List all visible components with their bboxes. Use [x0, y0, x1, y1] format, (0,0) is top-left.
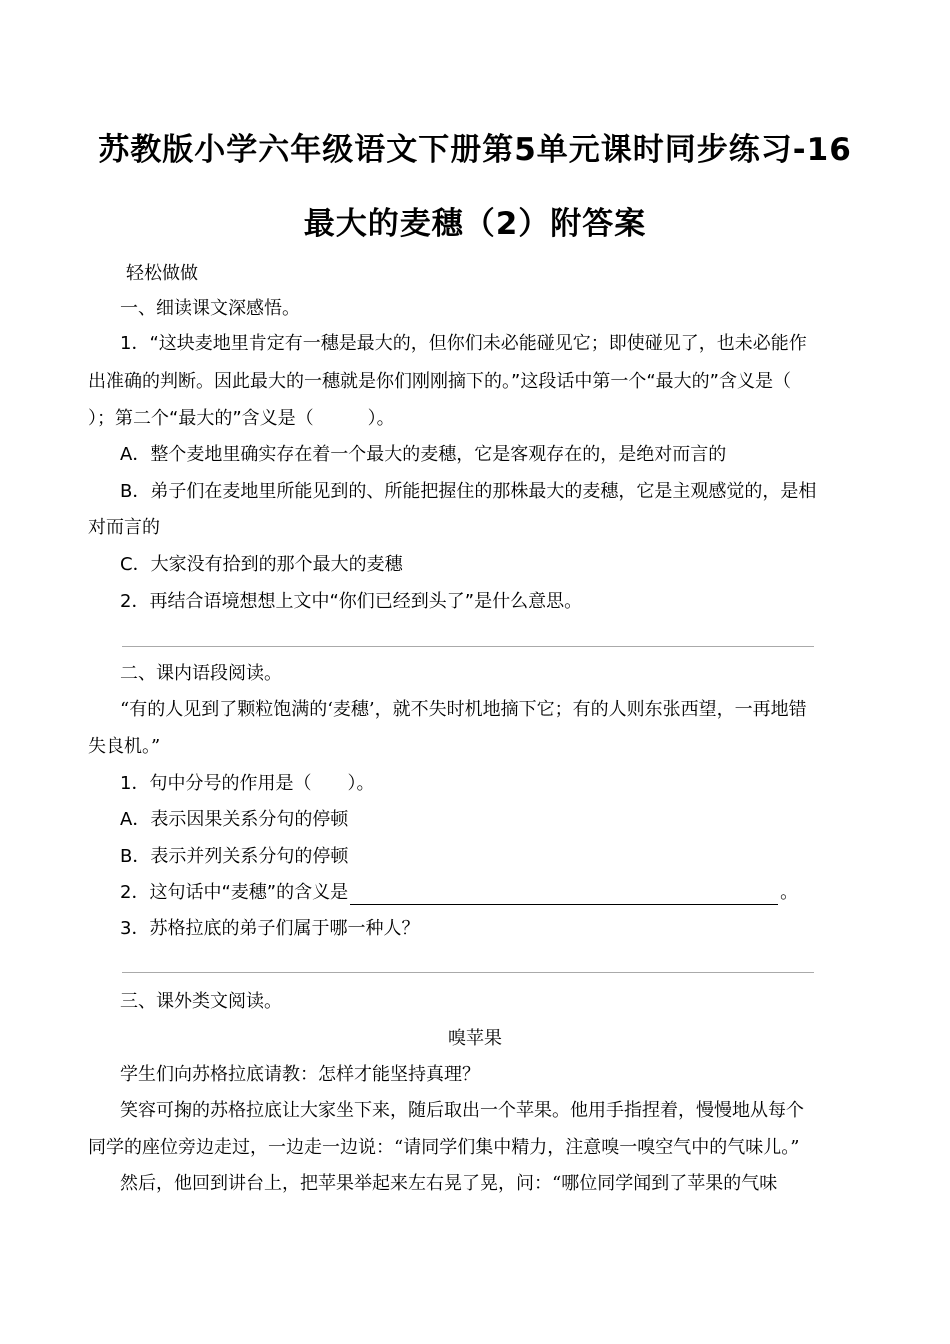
passage-para-1: 学生们向苏格拉底请教：怎样才能坚持真理？ — [120, 1064, 480, 1085]
passage-para-2-line-2: 同学的座位旁边走过，一边走一边说：“请同学们集中精力，注意嗅一嗅空气中的气味儿。” — [88, 1137, 800, 1158]
doc-title-line-1: 苏教版小学六年级语文下册第5单元课时同步练习-16 — [98, 132, 852, 168]
answer-line[interactable] — [122, 972, 814, 973]
s2-q2-suffix: 。 — [780, 882, 799, 903]
passage-para-2-line-1: 笑容可掬的苏格拉底让大家坐下来，随后取出一个苹果。他用手指捏着，慢慢地从每个 — [120, 1100, 804, 1121]
s2-q3: 3．苏格拉底的弟子们属于哪一种人？ — [120, 918, 420, 939]
s2-quote-line-2: 失良机。” — [88, 736, 161, 757]
passage-title: 嗅苹果 — [448, 1028, 502, 1049]
doc-title-line-2: 最大的麦穗（2）附答案 — [303, 206, 647, 242]
section-2-heading: 二、课内语段阅读。 — [120, 663, 282, 684]
s1-q1-line-1: 1．“这块麦地里肯定有一穗是最大的，但你们未必能碰见它；即使碰见了，也未必能作 — [120, 333, 807, 354]
section-1-heading: 一、细读课文深感悟。 — [120, 298, 300, 319]
s2-quote-line-1: “有的人见到了颗粒饱满的‘麦穗’，就不失时机地摘下它；有的人则东张西望，一再地错 — [120, 699, 807, 720]
s1-option-a: A．整个麦地里确实存在着一个最大的麦穗，它是客观存在的，是绝对而言的 — [120, 444, 727, 465]
answer-line[interactable] — [122, 646, 814, 647]
s2-q2-blank[interactable] — [350, 886, 778, 905]
easy-label: 轻松做做 — [126, 263, 198, 284]
s1-option-c: C．大家没有拾到的那个最大的麦穗 — [120, 554, 403, 575]
s2-q2-prefix: 2．这句话中“麦穗”的含义是 — [120, 882, 349, 903]
s1-q1-line-3: ）；第二个“最大的”含义是（ ）。 — [88, 408, 395, 429]
passage-para-3-line-1: 然后，他回到讲台上，把苹果举起来左右晃了晃，问：“哪位同学闻到了苹果的气味 — [120, 1173, 778, 1194]
s1-option-b-line-2: 对而言的 — [88, 517, 160, 538]
s2-option-a: A．表示因果关系分句的停顿 — [120, 809, 349, 830]
s1-q2: 2．再结合语境想想上文中“你们已经到头了”是什么意思。 — [120, 591, 583, 612]
s1-q1-line-2: 出准确的判断。因此最大的一穗就是你们刚刚摘下的。”这段话中第一个“最大的”含义是（ — [88, 371, 791, 392]
s2-option-b: B．表示并列关系分句的停顿 — [120, 846, 349, 867]
s1-option-b-line-1: B．弟子们在麦地里所能见到的、所能把握住的那株最大的麦穗，它是主观感觉的，是相 — [120, 481, 817, 502]
s2-q2 — [120, 881, 798, 905]
section-3-heading: 三、课外类文阅读。 — [120, 991, 282, 1012]
s2-q1: 1．句中分号的作用是（ ）。 — [120, 773, 375, 794]
